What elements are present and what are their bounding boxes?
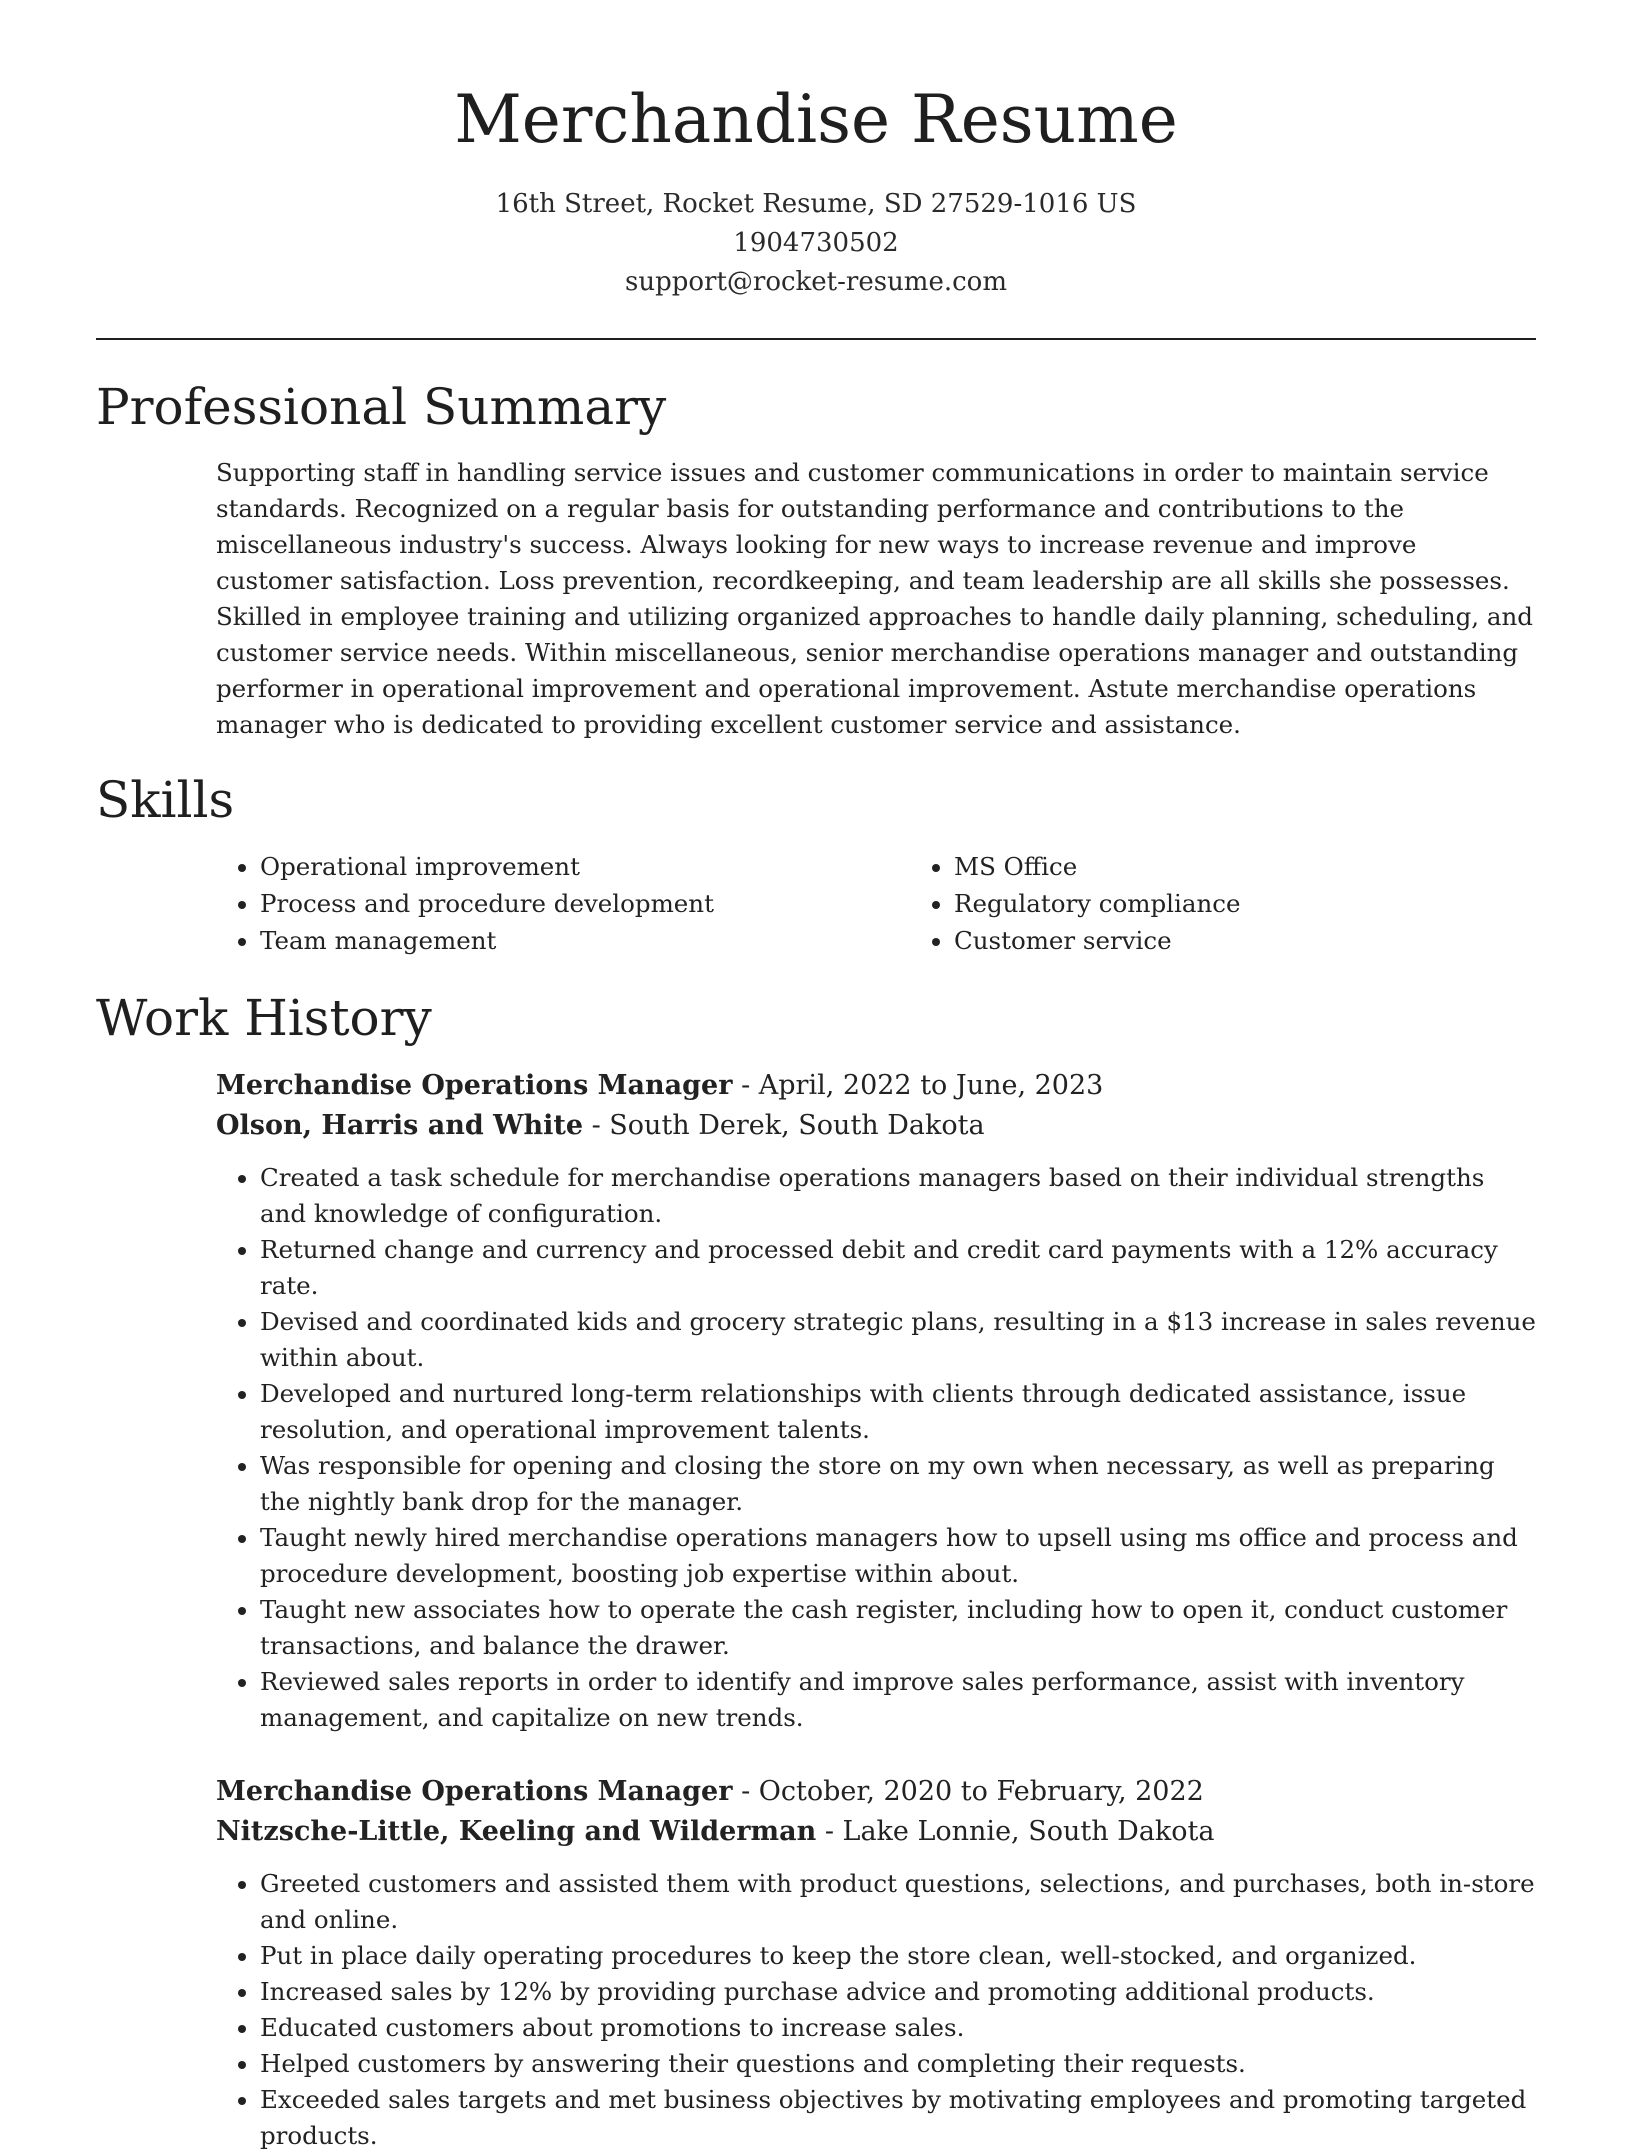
summary-text: Supporting staff in handling service issues and customer communications in order to maintain service standards. Recognized on a regular basis for outstanding performance and contributions to the miscellaneous industry's success. Always looking for new ways to increase revenue and improve customer satisfaction. Loss prevention, recordkeeping, and team leadership are all skills she possesses. Skilled in employee training and utilizing organized approaches to handle daily planning, scheduling, and customer service needs. Within miscellaneous, senior merchandise operations manager and outstanding performer in operational improvement and operational improvement. Astute merchandise operations manager who is dedicated to providing excellent customer service and assistance. xyxy=(216,457,1533,739)
job-duty: • Increased sales by 12% by providing purchase advice and promoting additional products. xyxy=(260,1974,1536,2010)
resume-header xyxy=(96,0,1536,302)
job-duty: • Returned change and currency and processed debit and credit card payments with a 12% accuracy rate. xyxy=(260,1232,1536,1304)
job-duties xyxy=(216,1866,1536,2154)
job-duty: • Reviewed sales reports in order to identify and improve sales performance, assist with inventory management, and capitalize on new trends. xyxy=(260,1664,1536,1736)
job-duty: • Educated customers about promotions to increase sales. xyxy=(260,2010,1536,2046)
job-duty: • Greeted customers and assisted them with product questions, selections, and purchases, both in-store and online. xyxy=(260,1866,1536,1938)
skill-item: • MS Office xyxy=(954,848,1240,885)
job-duty: • Taught new associates how to operate the cash register, including how to open it, conduct customer transactions, and balance the drawer. xyxy=(260,1592,1536,1664)
skills-column-right xyxy=(910,848,1240,959)
email-address: support@rocket-resume.com xyxy=(624,266,1007,297)
job-duty: • Helped customers by answering their questions and completing their requests. xyxy=(260,2046,1536,2082)
job-entry xyxy=(216,1772,1536,2154)
job-duties xyxy=(216,1160,1536,1736)
job-duty: • Created a task schedule for merchandise operations managers based on their individual strengths and knowledge of configuration. xyxy=(260,1160,1536,1232)
job-title: Merchandise Operations Manager xyxy=(216,1775,733,1807)
address: 16th Street, Rocket Resume, SD 27529-1016 US xyxy=(495,188,1137,219)
job-location: - Lake Lonnie, South Dakota xyxy=(824,1815,1215,1847)
job-title: Merchandise Operations Manager xyxy=(216,1069,733,1101)
skill-item: • Operational improvement xyxy=(260,848,910,885)
job-dates: - April, 2022 to June, 2023 xyxy=(741,1069,1104,1101)
phone-number: 1904730502 xyxy=(733,227,899,258)
summary-heading: Professional Summary xyxy=(96,377,667,436)
job-company-line xyxy=(216,1812,1536,1852)
job-duty: • Devised and coordinated kids and grocery strategic plans, resulting in a $13 increase in sales revenue within about. xyxy=(260,1304,1536,1376)
job-title-line xyxy=(216,1066,1536,1106)
skill-item: • Regulatory compliance xyxy=(954,885,1240,922)
header-divider xyxy=(96,338,1536,340)
skill-item: • Process and procedure development xyxy=(260,885,910,922)
work-history-heading: Work History xyxy=(96,988,432,1047)
skills-list xyxy=(216,848,1536,959)
skill-item: • Customer service xyxy=(954,922,1240,959)
job-dates: - October, 2020 to February, 2022 xyxy=(741,1775,1204,1807)
job-company-line xyxy=(216,1106,1536,1146)
skills-heading: Skills xyxy=(96,770,235,829)
job-duty: • Was responsible for opening and closing the store on my own when necessary, as well as preparing the nightly bank drop for the manager. xyxy=(260,1448,1536,1520)
job-duty: • Taught newly hired merchandise operations managers how to upsell using ms office and process and procedure development, boosting job expertise within about. xyxy=(260,1520,1536,1592)
job-location: - South Derek, South Dakota xyxy=(591,1109,985,1141)
job-duty: • Exceeded sales targets and met business objectives by motivating employees and promoting targeted products. xyxy=(260,2082,1536,2154)
job-company: Nitzsche-Little, Keeling and Wilderman xyxy=(216,1815,817,1847)
job-duty: • Put in place daily operating procedures to keep the store clean, well-stocked, and organized. xyxy=(260,1938,1536,1974)
skill-item: • Team management xyxy=(260,922,910,959)
resume-name: Merchandise Resume xyxy=(454,81,1178,158)
job-entry xyxy=(216,1066,1536,1736)
skills-column-left xyxy=(216,848,910,959)
job-title-line xyxy=(216,1772,1536,1812)
job-duty: • Developed and nurtured long-term relationships with clients through dedicated assistance, issue resolution, and operational improvement talents. xyxy=(260,1376,1536,1448)
job-company: Olson, Harris and White xyxy=(216,1109,583,1141)
